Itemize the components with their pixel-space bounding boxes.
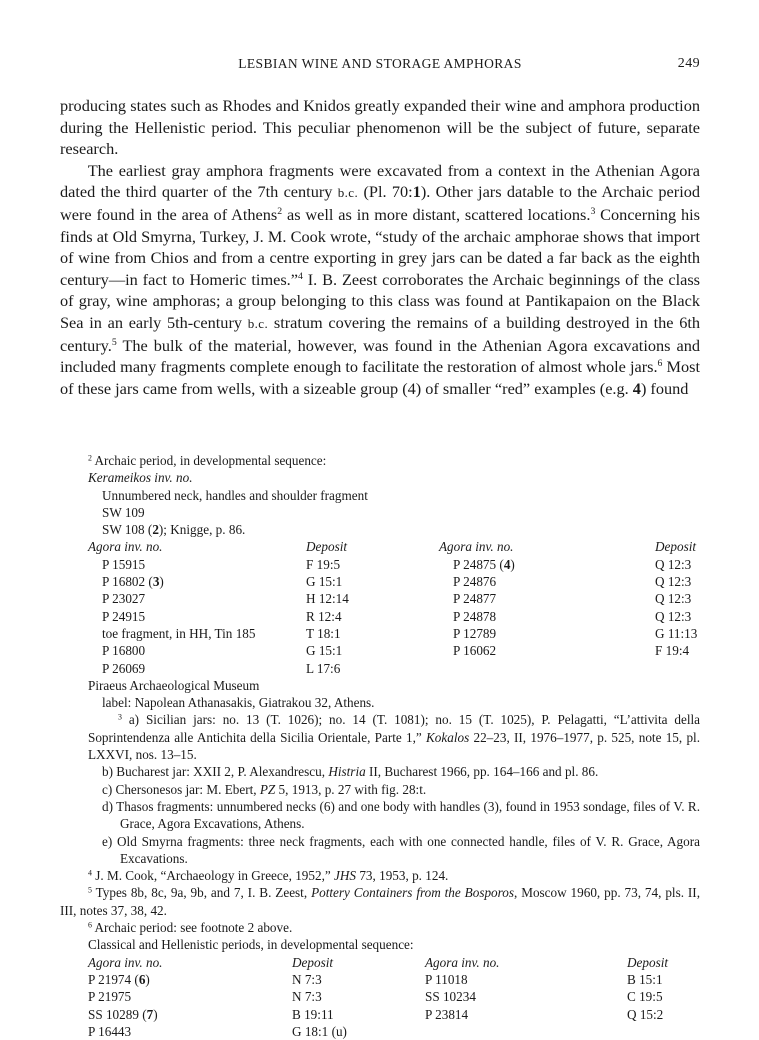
table-cell: [439, 660, 655, 677]
col-header: [425, 954, 627, 971]
text-span: Agora inv. no.: [425, 954, 500, 970]
deposit-table-2: [88, 954, 668, 1040]
table-row: [88, 556, 697, 573]
text-span: Deposit: [627, 954, 669, 970]
table-cell: SS 10289 (7): [88, 1006, 158, 1022]
table-cell: P 15915: [102, 556, 146, 572]
journal-title: JHS: [334, 868, 357, 884]
piraeus-heading: Piraeus Archaeological Museum: [88, 677, 260, 693]
footnote-3b: [60, 763, 700, 780]
table-cell: N 7:3: [292, 971, 322, 987]
table-row: [88, 608, 697, 625]
table-cell: Q 12:3: [655, 574, 692, 590]
text-span: stratum covering the remains of a building destroyed in the 6th century.: [60, 312, 701, 355]
table-header: [88, 954, 668, 971]
table-cell: P 16062: [453, 643, 497, 659]
table-cell: P 24875 (4): [453, 556, 515, 572]
table-cell: F 19:5: [306, 556, 341, 572]
text-span: Deposit: [306, 539, 348, 555]
table-header: [88, 538, 697, 555]
table-cell: P 16443: [88, 1023, 132, 1039]
page-number: 249: [677, 56, 700, 71]
text-span: Archaic period: see footnote 2 above.: [91, 920, 293, 936]
footnote-number: 5: [88, 885, 92, 895]
table-cell: P 11018: [425, 971, 468, 987]
text-span: Types 8b, 8c, 9a, 9b, and 7, I. B. Zeest,: [91, 885, 312, 901]
text-span: ) found: [640, 378, 689, 398]
ker-item: [60, 521, 700, 538]
table-cell: B 19:11: [292, 1006, 334, 1022]
ker-item: Unnumbered neck, handles and shoulder fragment: [102, 487, 368, 503]
table-cell: Q 15:2: [627, 1006, 664, 1022]
footnote-3e: e) Old Smyrna fragments: three neck fragments, each with one connected handle, files of V. R. Grace, Agora Excavations.: [102, 833, 700, 866]
table-cell: P 12789: [453, 625, 497, 641]
table-cell: Q 12:3: [655, 591, 692, 607]
text-span: Agora inv. no.: [88, 539, 163, 555]
text-span: Kerameikos inv. no.: [88, 470, 193, 486]
table-row: [88, 573, 697, 590]
table-cell: P 23814: [425, 1006, 469, 1022]
text-span: J. M. Cook, “Archaeology in Greece, 1952,”: [91, 868, 335, 884]
text-span: 5, 1913, p. 27 with fig. 28:t.: [275, 781, 427, 797]
col-header: [627, 954, 668, 971]
table-cell: G 15:1: [306, 643, 343, 659]
text-span: II, Bucharest 1966, pp. 164–166 and pl. 86.: [365, 764, 599, 780]
text-span: Deposit: [292, 954, 334, 970]
deposit-table-1: [88, 538, 697, 676]
footnote-6: [60, 919, 700, 936]
text-span: as well as in more distant, scattered locations.: [282, 204, 591, 224]
table-cell: T 18:1: [306, 625, 341, 641]
col-header: [88, 538, 306, 555]
journal-title: PZ: [259, 781, 276, 797]
kerameikos-heading: [60, 469, 700, 486]
text-span: SW 108 (: [102, 522, 153, 538]
table-cell: P 21975: [88, 989, 132, 1005]
text-span: The bulk of the material, however, was found in the Athenian Agora excavations and included many fragments complete enough to facilitate the restoration of almost whole jars.: [60, 335, 700, 377]
table-cell: P 16802 (3): [102, 574, 164, 590]
text-span: ). Other jars datable to the Archaic period were found in the area of Athens: [60, 182, 700, 224]
text-span: , Moscow 1960, pp. 73, 74, pls. II, III, notes 37, 38, 42.: [60, 885, 700, 918]
text-span: Archaic period, in developmental sequence:: [91, 453, 327, 468]
text-span: 22–23, II, 1976–1977, p. 525, note 15, pl. LXXVI, nos. 13–15.: [88, 729, 700, 763]
table-row: [88, 971, 668, 988]
table-row: [88, 642, 697, 659]
table-cell: [627, 1023, 668, 1040]
text-span: Deposit: [655, 539, 697, 555]
text-span: Agora inv. no.: [88, 954, 163, 970]
footnote-ref: 3: [590, 206, 596, 218]
text-span: c) Chersonesos jar: M. Ebert,: [102, 781, 260, 797]
footnote-ref: 6: [657, 358, 663, 370]
col-header: [439, 538, 655, 555]
table-row: [88, 625, 697, 642]
footnote-ref: 4: [297, 270, 303, 282]
running-title: LESBIAN WINE AND STORAGE AMPHORAS: [238, 56, 522, 71]
table-cell: R 12:4: [306, 608, 342, 624]
text-span: Agora inv. no.: [439, 539, 514, 555]
footnote-3a: [60, 711, 700, 763]
table-row: [88, 1006, 668, 1023]
table-cell: Q 12:3: [655, 556, 692, 572]
ker-item: SW 109: [102, 504, 145, 520]
table-cell: P 24877: [453, 591, 497, 607]
footnote-number: 2: [88, 453, 92, 463]
journal-title: Kokalos: [426, 729, 470, 745]
table-cell: N 7:3: [292, 989, 322, 1005]
text-span: 73, 1953, p. 124.: [356, 868, 449, 884]
table-cell: B 15:1: [627, 971, 663, 987]
table-cell: P 16800: [102, 643, 146, 659]
running-header: [60, 56, 700, 76]
footnote-ref: 5: [111, 336, 117, 348]
catalog-ref: 2: [152, 522, 159, 538]
main-text: [60, 95, 700, 399]
text-span: a) Sicilian jars: no. 13 (T. 1026); no. 14 (T. 1081); no. 15 (T. 1025), P. Pelagatti, “L’attivita della Soprintendenza alle Antichita della Sicilia Orientale, Parte 1,”: [88, 712, 700, 745]
table-cell: P 21974 (6): [88, 971, 150, 987]
catalog-ref: 4: [632, 378, 641, 398]
table-cell: C 19:5: [627, 989, 663, 1005]
paragraph-2: [60, 160, 700, 400]
footnote-ref: 2: [277, 206, 283, 218]
paragraph-1: producing states such as Rhodes and Knidos greatly expanded their wine and amphora production during the Hellenistic period. This peculiar phenomenon will be the subject of future, separate research.: [60, 96, 700, 159]
col-header: [292, 954, 425, 971]
footnote-3d: d) Thasos fragments: unnumbered necks (6) and one body with handles (3), found in 1953 sondage, files of V. R. Grace, Agora Excavations, Athens.: [102, 798, 700, 832]
piraeus-label: label: Napolean Athanasakis, Giatrakou 32, Athens.: [102, 695, 375, 711]
table-cell: L 17:6: [306, 660, 341, 676]
table-cell: toe fragment, in HH, Tin 185: [102, 625, 256, 641]
table-cell: P 24878: [453, 608, 497, 624]
text-span: ); Knigge, p. 86.: [158, 522, 246, 538]
table-cell: G 15:1: [306, 574, 343, 590]
col-header: [88, 954, 292, 971]
table-row: [88, 590, 697, 607]
table-cell: P 24915: [102, 608, 146, 624]
text-span: Concerning his finds at Old Smyrna, Turkey, J. M. Cook wrote, “study of the archaic amphorae shows that import of wine from Chios and from a centre exporting in grey jars can be dated a far back as the eighth century—in fact to Homeric times.”: [60, 204, 701, 289]
footnote-4: [60, 867, 700, 884]
text-span: The earliest gray amphora fragments were excavated from a context in the Athenian Agora dated the third quarter of the 7th century: [60, 160, 700, 202]
bc-abbrev: b.c.: [337, 185, 359, 201]
table-row: [88, 988, 668, 1005]
book-title: Pottery Containers from the Bosporos: [311, 885, 515, 901]
footnote-number: 4: [88, 868, 92, 878]
text-span: I. B. Zeest corroborates the Archaic beginnings of the class of gray, wine amphoras; a group belonging to this class was found at Pantikapaion on the Black Sea in an early 5th-century: [60, 269, 700, 332]
table-cell: P 23027: [102, 591, 146, 607]
bc-abbrev: b.c.: [247, 315, 269, 331]
table-row: [88, 660, 697, 677]
table-cell: F 19:4: [655, 643, 690, 659]
table-cell: G 18:1 (u): [292, 1023, 347, 1039]
table-cell: [655, 660, 697, 677]
footnote-6-sequence: Classical and Hellenistic periods, in developmental sequence:: [88, 937, 414, 953]
text-span: Most of these jars came from wells, with a sizeable group (4) of smaller “red” examples (e.g.: [60, 357, 700, 398]
table-cell: H 12:14: [306, 591, 349, 607]
col-header: [655, 538, 697, 555]
plate-ref: 1: [412, 182, 421, 202]
footnote-5: [60, 884, 700, 919]
footnote-number: 6: [88, 920, 92, 930]
table-cell: Q 12:3: [655, 608, 692, 624]
table-cell: P 24876: [453, 574, 497, 590]
table-cell: G 11:13: [655, 625, 698, 641]
text-span: (Pl. 70:: [358, 182, 413, 202]
footnote-number: 3: [118, 712, 122, 722]
table-row: [88, 1023, 668, 1040]
footnotes: [60, 452, 700, 1040]
table-cell: P 26069: [102, 660, 146, 676]
journal-title: Histria: [328, 764, 366, 780]
footnote-3c: [60, 781, 700, 798]
table-cell: SS 10234: [425, 989, 476, 1005]
text-span: b) Bucharest jar: XXII 2, P. Alexandrescu,: [102, 764, 329, 780]
col-header: [306, 538, 439, 555]
footnote-2: [60, 452, 700, 469]
table-cell: [425, 1023, 627, 1040]
